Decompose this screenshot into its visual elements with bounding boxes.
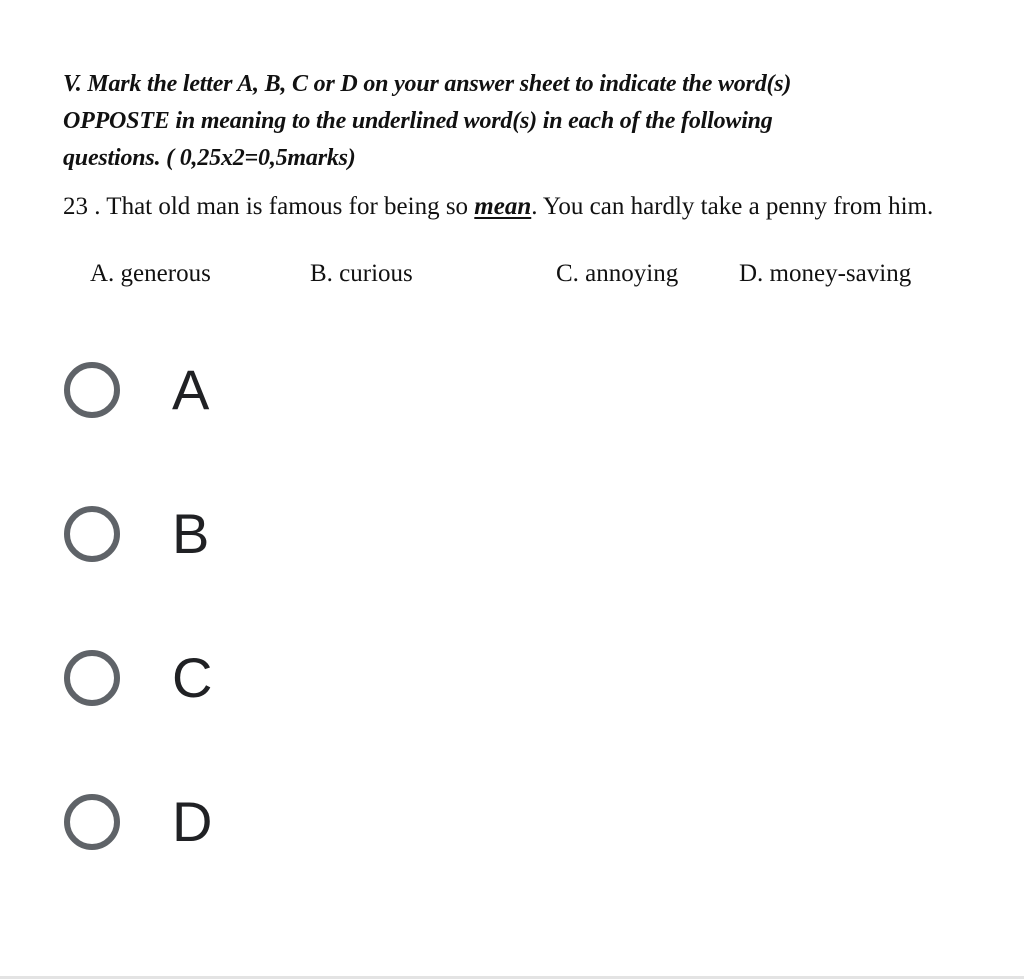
choice-d[interactable] bbox=[56, 780, 356, 870]
answer-options-row bbox=[0, 257, 1024, 293]
question-image bbox=[0, 0, 1024, 310]
radio-button[interactable] bbox=[64, 362, 120, 418]
instruction-line: V. Mark the letter A, B, C or D on your answer sheet to indicate the word(s) bbox=[63, 71, 792, 97]
choice-a[interactable] bbox=[56, 348, 356, 438]
option-a-text: A. generous bbox=[90, 260, 211, 287]
choice-c[interactable] bbox=[56, 636, 356, 726]
stem-underlined-word: mean bbox=[474, 193, 532, 220]
choice-label: A bbox=[172, 358, 210, 421]
instruction-line: OPPOSTE in meaning to the underlined word(s) in each of the following bbox=[63, 108, 773, 134]
radio-button[interactable] bbox=[64, 650, 120, 706]
radio-button[interactable] bbox=[64, 506, 120, 562]
radio-button[interactable] bbox=[64, 794, 120, 850]
question-stem bbox=[63, 190, 973, 223]
choice-label: B bbox=[172, 502, 210, 565]
option-c-text: C. annoying bbox=[556, 260, 679, 287]
instruction-line: questions. ( 0,25x2=0,5marks) bbox=[63, 145, 356, 171]
choice-b[interactable] bbox=[56, 492, 356, 582]
stem-text-before: 23 . That old man is famous for being so bbox=[63, 193, 475, 220]
option-b-text: B. curious bbox=[310, 260, 413, 287]
choice-label: D bbox=[172, 790, 213, 853]
question-instruction bbox=[63, 66, 963, 177]
choice-label: C bbox=[172, 646, 213, 709]
stem-text-after: . You can hardly take a penny from him. bbox=[531, 193, 934, 220]
option-d-text: D. money-saving bbox=[739, 260, 912, 287]
